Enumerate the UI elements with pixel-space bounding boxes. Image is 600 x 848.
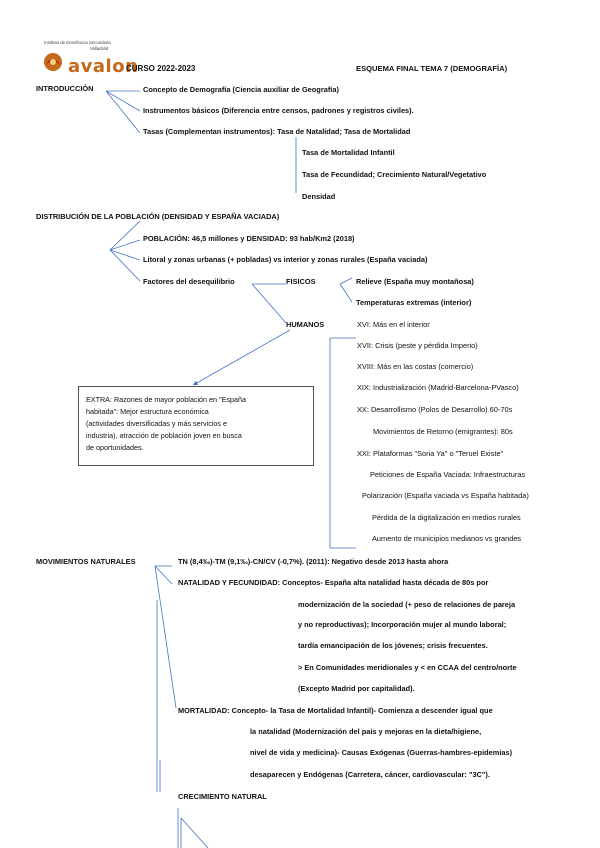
- humanos-item: Movimientos de Retorno (emigrantes): 80s: [373, 427, 513, 436]
- intro-item: Tasas (Complementan instrumentos): Tasa de Natalidad; Tasa de Mortalidad: [143, 127, 411, 136]
- natalidad-line: tardía emancipación de los jóvenes; crisis frecuentes.: [298, 641, 488, 650]
- school-line1: Instituto de Enseñanza Secundaria: [44, 40, 111, 45]
- humanos-item: Peticiones de España Vaciada: Infraestructuras: [370, 470, 526, 479]
- extra-line: EXTRA: Razones de mayor población en "España: [86, 395, 246, 404]
- doc-title: ESQUEMA FINAL TEMA 7 (DEMOGRAFÍA): [356, 64, 508, 73]
- line-dist-start: [110, 221, 140, 250]
- humanos-item: XXI: Plataformas "Soria Ya" o "Teruel Existe": [357, 449, 504, 458]
- distribution-item: Factores del desequilibrio: [143, 277, 235, 286]
- mortalidad-line: desaparecen y Endógenas (Carretera, cáncer, cardiovascular: "3C").: [250, 770, 490, 779]
- humanos-item: XVII: Crisis (peste y pérdida Imperio): [357, 341, 478, 350]
- humanos-item: Pérdida de la digitalización en medios rurales: [372, 513, 521, 522]
- tasas-item: Tasa de Fecundidad; Crecimiento Natural/Vegetativo: [302, 170, 487, 179]
- fisicos-label: FISICOS: [286, 277, 316, 286]
- natalidad-line: > En Comunidades meridionales y < en CCAA del centro/norte: [298, 663, 517, 672]
- mortalidad-line: MORTALIDAD: Concepto- la Tasa de Mortalidad Infantil)- Comienza a descender igual que: [178, 706, 493, 715]
- intro-item: Instrumentos básicos (Diferencia entre censos, padrones y registros civiles).: [143, 106, 414, 115]
- tn-line: TN (8,4‰)-TM (9,1‰)-CN/CV (-0,7%). (2011): Negativo desde 2013 hasta ahora: [178, 557, 449, 566]
- extra-line: habitada": Mejor estructura económica: [86, 407, 209, 416]
- extra-note-box: [78, 386, 314, 466]
- natalidad-line: NATALIDAD Y FECUNDIDAD: Conceptos- España alta natalidad hasta década de 80s por: [178, 578, 489, 587]
- movements-heading: MOVIMIENTOS NATURALES: [36, 557, 136, 566]
- humanos-item: XVIII: Más en las costas (comercio): [357, 362, 474, 371]
- extra-line: industria), atracción de población joven en busca: [86, 431, 242, 440]
- humanos-item: Aumento de municipios medianos vs grandes: [372, 534, 522, 543]
- humanos-item: XX: Desarrollismo (Polos de Desarrollo) 60-70s: [357, 405, 513, 414]
- distribution-item: Litoral y zonas urbanas (+ pobladas) vs interior y zonas rurales (España vaciada): [143, 255, 428, 264]
- line-fisicos-temp: [340, 284, 352, 302]
- natalidad-line: y no reproductivas); Incorporación mujer al mundo laboral;: [298, 620, 507, 629]
- line-intro-instr: [106, 91, 140, 111]
- fisicos-item: Relieve (España muy montañosa): [356, 277, 474, 286]
- crecimiento-heading: CRECIMIENTO NATURAL: [178, 792, 267, 801]
- line-humanos: [252, 284, 286, 323]
- line-dist-pob: [110, 240, 140, 250]
- distribution-heading: DISTRIBUCIÓN DE LA POBLACIÓN (DENSIDAD Y ESPAÑA VACIADA): [36, 212, 280, 221]
- logo-wordmark: avalon: [68, 56, 139, 77]
- school-line2: Valladolid: [90, 46, 109, 51]
- intro-item: Concepto de Demografía (Ciencia auxiliar de Geografía): [143, 85, 339, 94]
- line-intro-tasas: [106, 91, 140, 133]
- distribution-item: POBLACIÓN: 46,5 millones y DENSIDAD: 93 hab/Km2 (2018): [143, 234, 355, 243]
- mortalidad-line: la natalidad (Modernización del país y mejoras en la dieta/higiene,: [250, 727, 482, 736]
- fisicos-item: Temperaturas extremas (interior): [356, 298, 472, 307]
- extra-line: (actividades diversificadas y más servicios e: [86, 419, 228, 428]
- natalidad-line: modernización de la sociedad (+ peso de relaciones de pareja: [298, 600, 516, 609]
- humanos-item: XIX: Industrialización (Madrid-Barcelona-PVasco): [357, 383, 519, 392]
- tasas-item: Densidad: [302, 192, 336, 201]
- tasas-item: Tasa de Mortalidad Infantil: [302, 148, 395, 157]
- humanos-item: Polarización (España vaciada vs España habitada): [362, 491, 529, 500]
- intro-heading: INTRODUCCIÓN: [36, 84, 94, 93]
- line-fisicos-relieve: [340, 278, 352, 284]
- extra-line: de oportunidades.: [86, 443, 144, 452]
- avalon-emblem-icon: [40, 52, 66, 72]
- arrow-to-extra: [195, 330, 290, 384]
- humanos-label: HUMANOS: [286, 320, 325, 329]
- mortalidad-line: nivel de vida y medicina)- Causas Exógenas (Guerras-hambres-epidemias): [250, 748, 513, 757]
- natalidad-line: (Excepto Madrid por capitalidad).: [298, 684, 415, 693]
- humanos-item: XVI: Más en el interior: [357, 320, 430, 329]
- course-year: CURSO 2022-2023: [126, 64, 196, 73]
